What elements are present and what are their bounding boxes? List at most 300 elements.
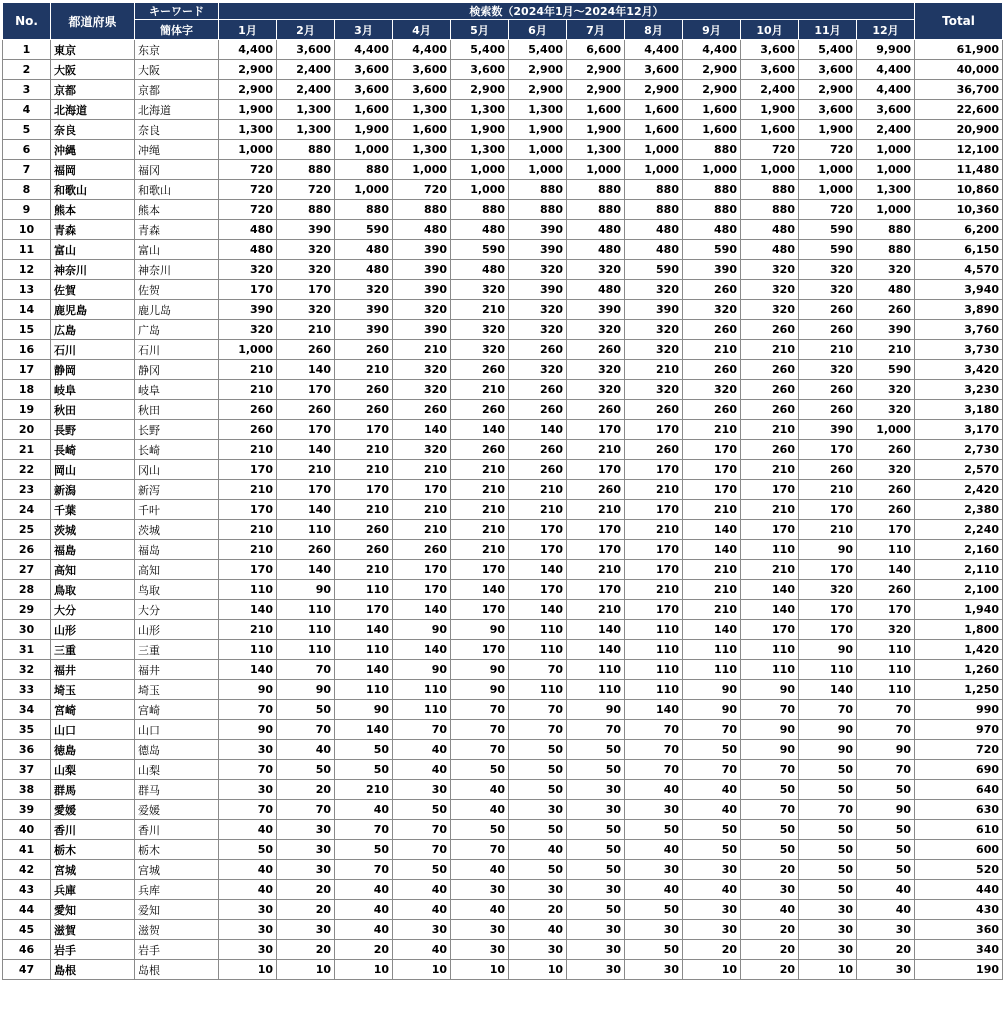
month-value-cell: 260 (857, 500, 915, 520)
total-cell: 1,800 (915, 620, 1003, 640)
month-value-cell: 50 (509, 760, 567, 780)
month-value-cell: 30 (625, 860, 683, 880)
month-value-cell: 170 (567, 540, 625, 560)
prefecture-cell: 福岡 (51, 160, 135, 180)
total-cell: 1,260 (915, 660, 1003, 680)
month-value-cell: 260 (799, 460, 857, 480)
month-value-cell: 1,600 (335, 100, 393, 120)
month-value-cell: 260 (625, 440, 683, 460)
month-value-cell: 30 (567, 880, 625, 900)
month-value-cell: 210 (799, 520, 857, 540)
month-value-cell: 90 (799, 740, 857, 760)
month-value-cell: 5,400 (799, 40, 857, 60)
month-value-cell: 90 (857, 740, 915, 760)
month-value-cell: 10 (509, 960, 567, 980)
month-value-cell: 90 (451, 680, 509, 700)
month-value-cell: 1,000 (857, 200, 915, 220)
month-value-cell: 260 (741, 380, 799, 400)
keyword-cell: 北海道 (135, 100, 219, 120)
month-value-cell: 4,400 (857, 60, 915, 80)
prefecture-cell: 鹿児島 (51, 300, 135, 320)
table-row (3, 80, 1003, 100)
keyword-cell: 岩手 (135, 940, 219, 960)
month-value-cell: 390 (567, 300, 625, 320)
month-value-cell: 10 (219, 960, 277, 980)
month-value-cell: 70 (393, 720, 451, 740)
table-row (3, 760, 1003, 780)
month-value-cell: 590 (683, 240, 741, 260)
month-value-cell: 70 (509, 700, 567, 720)
month-value-cell: 3,600 (857, 100, 915, 120)
month-value-cell: 30 (567, 800, 625, 820)
month-value-cell: 320 (683, 300, 741, 320)
month-value-cell: 50 (335, 740, 393, 760)
month-value-cell: 170 (741, 620, 799, 640)
total-cell: 3,890 (915, 300, 1003, 320)
month-value-cell: 1,000 (683, 160, 741, 180)
month-value-cell: 720 (741, 140, 799, 160)
month-value-cell: 3,600 (799, 100, 857, 120)
month-value-cell: 720 (219, 180, 277, 200)
month-value-cell: 140 (219, 600, 277, 620)
month-value-cell: 390 (625, 300, 683, 320)
month-value-cell: 260 (335, 520, 393, 540)
month-value-cell: 1,900 (219, 100, 277, 120)
month-value-cell: 40 (335, 900, 393, 920)
month-value-cell: 50 (799, 880, 857, 900)
month-value-cell: 110 (393, 680, 451, 700)
keyword-cell: 高知 (135, 560, 219, 580)
table-row (3, 540, 1003, 560)
month-value-cell: 170 (683, 480, 741, 500)
row-number: 35 (3, 720, 51, 740)
keyword-cell: 奈良 (135, 120, 219, 140)
table-row (3, 780, 1003, 800)
keyword-cell: 宫城 (135, 860, 219, 880)
month-value-cell: 140 (683, 540, 741, 560)
month-value-cell: 210 (741, 340, 799, 360)
table-row (3, 100, 1003, 120)
month-value-cell: 70 (393, 820, 451, 840)
month-value-cell: 140 (451, 420, 509, 440)
month-value-cell: 30 (393, 780, 451, 800)
month-value-cell: 260 (625, 400, 683, 420)
month-value-cell: 70 (277, 720, 335, 740)
month-value-cell: 140 (393, 640, 451, 660)
month-value-cell: 70 (393, 840, 451, 860)
month-value-cell: 480 (451, 220, 509, 240)
month-value-cell: 1,300 (451, 140, 509, 160)
month-value-cell: 1,300 (277, 120, 335, 140)
row-number: 31 (3, 640, 51, 660)
prefecture-cell: 福井 (51, 660, 135, 680)
keyword-cell: 埼玉 (135, 680, 219, 700)
month-value-cell: 40 (625, 780, 683, 800)
month-value-cell: 170 (393, 480, 451, 500)
total-cell: 3,230 (915, 380, 1003, 400)
total-cell: 970 (915, 720, 1003, 740)
month-value-cell: 20 (857, 940, 915, 960)
month-value-cell: 720 (799, 140, 857, 160)
header-month: 9月 (683, 20, 741, 40)
month-value-cell: 40 (451, 860, 509, 880)
month-value-cell: 210 (335, 460, 393, 480)
row-number: 13 (3, 280, 51, 300)
keyword-cell: 德岛 (135, 740, 219, 760)
month-value-cell: 880 (451, 200, 509, 220)
month-value-cell: 260 (219, 400, 277, 420)
month-value-cell: 3,600 (741, 40, 799, 60)
month-value-cell: 480 (567, 220, 625, 240)
keyword-cell: 长崎 (135, 440, 219, 460)
month-value-cell: 170 (799, 440, 857, 460)
total-cell: 2,100 (915, 580, 1003, 600)
month-value-cell: 210 (451, 480, 509, 500)
row-number: 17 (3, 360, 51, 380)
month-value-cell: 320 (567, 320, 625, 340)
month-value-cell: 110 (567, 660, 625, 680)
month-value-cell: 480 (567, 280, 625, 300)
header-month: 3月 (335, 20, 393, 40)
month-value-cell: 210 (393, 460, 451, 480)
prefecture-cell: 石川 (51, 340, 135, 360)
month-value-cell: 210 (799, 480, 857, 500)
row-number: 26 (3, 540, 51, 560)
month-value-cell: 30 (857, 960, 915, 980)
month-value-cell: 210 (741, 460, 799, 480)
table-row (3, 600, 1003, 620)
month-value-cell: 50 (335, 840, 393, 860)
month-value-cell: 210 (799, 340, 857, 360)
month-value-cell: 70 (567, 720, 625, 740)
keyword-cell: 静冈 (135, 360, 219, 380)
month-value-cell: 110 (857, 680, 915, 700)
month-value-cell: 3,600 (741, 60, 799, 80)
month-value-cell: 260 (451, 400, 509, 420)
table-row (3, 860, 1003, 880)
search-volume-table (2, 2, 1003, 980)
month-value-cell: 260 (567, 400, 625, 420)
month-value-cell: 480 (741, 240, 799, 260)
month-value-cell: 210 (277, 320, 335, 340)
month-value-cell: 320 (625, 280, 683, 300)
total-cell: 1,420 (915, 640, 1003, 660)
month-value-cell: 320 (393, 300, 451, 320)
month-value-cell: 1,600 (741, 120, 799, 140)
month-value-cell: 210 (509, 480, 567, 500)
table-row (3, 440, 1003, 460)
row-number: 2 (3, 60, 51, 80)
total-cell: 1,250 (915, 680, 1003, 700)
keyword-cell: 秋田 (135, 400, 219, 420)
month-value-cell: 260 (277, 340, 335, 360)
month-value-cell: 1,300 (451, 100, 509, 120)
table-row (3, 660, 1003, 680)
total-cell: 2,730 (915, 440, 1003, 460)
month-value-cell: 320 (509, 300, 567, 320)
prefecture-cell: 長崎 (51, 440, 135, 460)
month-value-cell: 3,600 (335, 80, 393, 100)
prefecture-cell: 山梨 (51, 760, 135, 780)
prefecture-cell: 高知 (51, 560, 135, 580)
month-value-cell: 260 (683, 320, 741, 340)
month-value-cell: 20 (335, 940, 393, 960)
row-number: 40 (3, 820, 51, 840)
total-cell: 610 (915, 820, 1003, 840)
month-value-cell: 880 (509, 180, 567, 200)
month-value-cell: 50 (857, 780, 915, 800)
total-cell: 2,110 (915, 560, 1003, 580)
row-number: 32 (3, 660, 51, 680)
month-value-cell: 30 (857, 920, 915, 940)
month-value-cell: 50 (625, 820, 683, 840)
month-value-cell: 20 (741, 860, 799, 880)
keyword-cell: 福岛 (135, 540, 219, 560)
month-value-cell: 30 (451, 880, 509, 900)
month-value-cell: 2,900 (451, 80, 509, 100)
month-value-cell: 210 (219, 620, 277, 640)
month-value-cell: 880 (741, 180, 799, 200)
month-value-cell: 30 (625, 920, 683, 940)
keyword-cell: 千叶 (135, 500, 219, 520)
total-cell: 690 (915, 760, 1003, 780)
month-value-cell: 90 (335, 700, 393, 720)
month-value-cell: 170 (567, 520, 625, 540)
keyword-cell: 群马 (135, 780, 219, 800)
month-value-cell: 320 (857, 380, 915, 400)
month-value-cell: 40 (393, 940, 451, 960)
month-value-cell: 170 (857, 520, 915, 540)
month-value-cell: 70 (683, 720, 741, 740)
month-value-cell: 170 (625, 460, 683, 480)
table-row (3, 200, 1003, 220)
total-cell: 440 (915, 880, 1003, 900)
month-value-cell: 3,600 (451, 60, 509, 80)
month-value-cell: 30 (683, 900, 741, 920)
keyword-cell: 石川 (135, 340, 219, 360)
prefecture-cell: 秋田 (51, 400, 135, 420)
prefecture-cell: 愛媛 (51, 800, 135, 820)
month-value-cell: 320 (567, 380, 625, 400)
month-value-cell: 2,900 (219, 80, 277, 100)
month-value-cell: 40 (741, 900, 799, 920)
month-value-cell: 590 (335, 220, 393, 240)
month-value-cell: 1,000 (857, 140, 915, 160)
month-value-cell: 880 (741, 200, 799, 220)
row-number: 44 (3, 900, 51, 920)
month-value-cell: 110 (509, 640, 567, 660)
row-number: 38 (3, 780, 51, 800)
prefecture-cell: 島根 (51, 960, 135, 980)
table-row (3, 800, 1003, 820)
month-value-cell: 20 (741, 960, 799, 980)
month-value-cell: 210 (335, 500, 393, 520)
month-value-cell: 30 (277, 860, 335, 880)
prefecture-cell: 三重 (51, 640, 135, 660)
month-value-cell: 110 (625, 640, 683, 660)
row-number: 24 (3, 500, 51, 520)
month-value-cell: 210 (219, 380, 277, 400)
month-value-cell: 50 (567, 860, 625, 880)
month-value-cell: 30 (567, 960, 625, 980)
row-number: 4 (3, 100, 51, 120)
month-value-cell: 90 (857, 800, 915, 820)
prefecture-cell: 岩手 (51, 940, 135, 960)
total-cell: 3,170 (915, 420, 1003, 440)
month-value-cell: 590 (857, 360, 915, 380)
total-cell: 990 (915, 700, 1003, 720)
month-value-cell: 170 (277, 480, 335, 500)
month-value-cell: 2,900 (683, 80, 741, 100)
month-value-cell: 30 (625, 800, 683, 820)
header-month: 6月 (509, 20, 567, 40)
keyword-cell: 大分 (135, 600, 219, 620)
month-value-cell: 50 (509, 780, 567, 800)
month-value-cell: 2,900 (509, 60, 567, 80)
month-value-cell: 880 (683, 140, 741, 160)
prefecture-cell: 富山 (51, 240, 135, 260)
row-number: 16 (3, 340, 51, 360)
prefecture-cell: 東京 (51, 40, 135, 60)
month-value-cell: 1,000 (335, 180, 393, 200)
month-value-cell: 720 (393, 180, 451, 200)
month-value-cell: 50 (335, 760, 393, 780)
table-row (3, 720, 1003, 740)
month-value-cell: 390 (509, 220, 567, 240)
month-value-cell: 110 (219, 580, 277, 600)
keyword-cell: 长野 (135, 420, 219, 440)
month-value-cell: 170 (277, 420, 335, 440)
month-value-cell: 720 (799, 200, 857, 220)
month-value-cell: 480 (335, 240, 393, 260)
month-value-cell: 320 (509, 260, 567, 280)
month-value-cell: 70 (219, 800, 277, 820)
month-value-cell: 880 (857, 220, 915, 240)
table-row (3, 920, 1003, 940)
table-row (3, 960, 1003, 980)
month-value-cell: 30 (393, 920, 451, 940)
month-value-cell: 2,900 (567, 80, 625, 100)
month-value-cell: 390 (335, 320, 393, 340)
month-value-cell: 880 (683, 180, 741, 200)
month-value-cell: 210 (625, 360, 683, 380)
month-value-cell: 170 (335, 600, 393, 620)
month-value-cell: 40 (683, 880, 741, 900)
header-month: 10月 (741, 20, 799, 40)
month-value-cell: 50 (451, 760, 509, 780)
month-value-cell: 1,300 (219, 120, 277, 140)
month-value-cell: 30 (567, 940, 625, 960)
keyword-cell: 滋贺 (135, 920, 219, 940)
month-value-cell: 390 (509, 280, 567, 300)
month-value-cell: 110 (219, 640, 277, 660)
keyword-cell: 京都 (135, 80, 219, 100)
month-value-cell: 210 (567, 600, 625, 620)
month-value-cell: 110 (683, 640, 741, 660)
total-cell: 22,600 (915, 100, 1003, 120)
total-cell: 11,480 (915, 160, 1003, 180)
month-value-cell: 480 (625, 240, 683, 260)
month-value-cell: 30 (683, 920, 741, 940)
header-prefecture: 都道府県 (51, 3, 135, 40)
month-value-cell: 110 (509, 680, 567, 700)
month-value-cell: 260 (567, 480, 625, 500)
month-value-cell: 390 (393, 280, 451, 300)
month-value-cell: 210 (683, 600, 741, 620)
month-value-cell: 210 (393, 500, 451, 520)
month-value-cell: 210 (335, 780, 393, 800)
month-value-cell: 140 (277, 560, 335, 580)
month-value-cell: 320 (625, 320, 683, 340)
keyword-cell: 山形 (135, 620, 219, 640)
prefecture-cell: 兵庫 (51, 880, 135, 900)
total-cell: 720 (915, 740, 1003, 760)
month-value-cell: 110 (625, 680, 683, 700)
table-row (3, 320, 1003, 340)
row-number: 5 (3, 120, 51, 140)
total-cell: 630 (915, 800, 1003, 820)
month-value-cell: 260 (393, 400, 451, 420)
month-value-cell: 110 (277, 640, 335, 660)
month-value-cell: 50 (567, 760, 625, 780)
month-value-cell: 90 (277, 580, 335, 600)
total-cell: 1,940 (915, 600, 1003, 620)
month-value-cell: 110 (567, 680, 625, 700)
month-value-cell: 590 (799, 240, 857, 260)
month-value-cell: 390 (393, 320, 451, 340)
total-cell: 3,730 (915, 340, 1003, 360)
table-row (3, 460, 1003, 480)
month-value-cell: 170 (567, 460, 625, 480)
month-value-cell: 40 (683, 780, 741, 800)
month-value-cell: 50 (567, 900, 625, 920)
month-value-cell: 260 (277, 540, 335, 560)
prefecture-cell: 香川 (51, 820, 135, 840)
month-value-cell: 6,600 (567, 40, 625, 60)
month-value-cell: 210 (219, 440, 277, 460)
month-value-cell: 260 (741, 320, 799, 340)
table-row (3, 260, 1003, 280)
table-row (3, 840, 1003, 860)
prefecture-cell: 群馬 (51, 780, 135, 800)
month-value-cell: 110 (625, 620, 683, 640)
total-cell: 6,150 (915, 240, 1003, 260)
month-value-cell: 2,400 (741, 80, 799, 100)
month-value-cell: 3,600 (277, 40, 335, 60)
month-value-cell: 720 (219, 200, 277, 220)
month-value-cell: 590 (625, 260, 683, 280)
month-value-cell: 40 (451, 900, 509, 920)
month-value-cell: 260 (567, 340, 625, 360)
prefecture-cell: 山形 (51, 620, 135, 640)
prefecture-cell: 和歌山 (51, 180, 135, 200)
month-value-cell: 210 (567, 500, 625, 520)
prefecture-cell: 神奈川 (51, 260, 135, 280)
total-cell: 12,100 (915, 140, 1003, 160)
month-value-cell: 110 (335, 640, 393, 660)
header-total: Total (915, 3, 1003, 40)
prefecture-cell: 千葉 (51, 500, 135, 520)
month-value-cell: 50 (567, 840, 625, 860)
month-value-cell: 320 (393, 440, 451, 460)
month-value-cell: 260 (857, 480, 915, 500)
keyword-cell: 茨城 (135, 520, 219, 540)
month-value-cell: 40 (335, 800, 393, 820)
header-month: 11月 (799, 20, 857, 40)
month-value-cell: 320 (857, 620, 915, 640)
month-value-cell: 5,400 (509, 40, 567, 60)
month-value-cell: 480 (625, 220, 683, 240)
